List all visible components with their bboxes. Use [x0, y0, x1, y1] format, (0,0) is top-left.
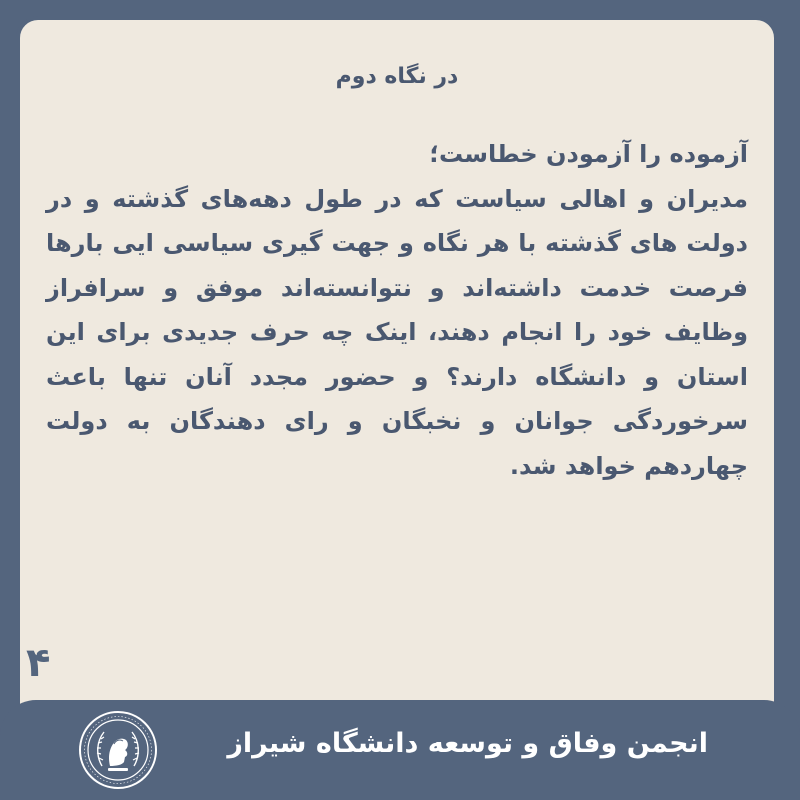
- page-heading: در نگاه دوم: [335, 64, 459, 89]
- body-paragraph: [46, 132, 748, 488]
- paragraph-lead: آزموده را آزمودن خطاست؛: [429, 140, 748, 168]
- page-number: ۴: [26, 640, 51, 686]
- association-emblem-icon: [78, 710, 158, 790]
- content-card: [16, 16, 778, 786]
- paragraph-body: مدیران و اهالی سیاست که در طول دهه‌های گذشته و در دولت های گذشته با هر نگاه و جهت گیری سیاسی ایی بارها فرصت خدمت داشته‌اند و نتوانسته‌اند موفق و سرافراز وظایف خود را انجام دهند، اینک چه حرف جدیدی برای این استان و دانشگاه دارند؟ و حضور مجدد آنان تنها باعث سرخوردگی جوانان و نخبگان و رای دهندگان به دولت چهاردهم خواهد شد.: [46, 184, 748, 480]
- organization-name: انجمن وفاق و توسعه دانشگاه شیراز: [227, 728, 708, 759]
- footer-banner: [0, 700, 800, 800]
